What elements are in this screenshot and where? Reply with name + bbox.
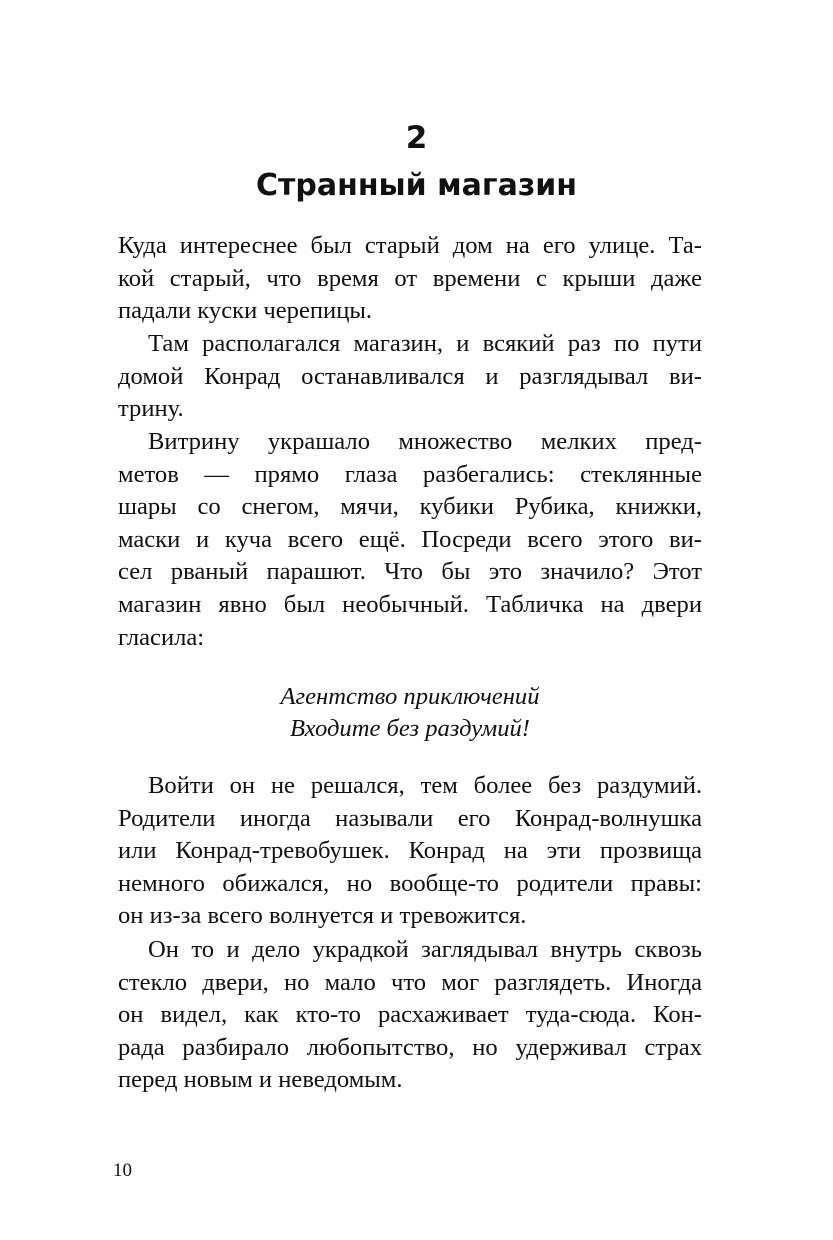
text-line: Он то и дело украдкой заглядывал внутрь сквозь [148, 936, 702, 963]
paragraph-2 [118, 328, 702, 426]
paragraph-4 [118, 770, 702, 933]
text-line: сел рваный парашют. Что бы это значило? Этот [118, 558, 702, 586]
text-line: шары со снегом, мячи, кубики Рубика, книжки, [118, 493, 702, 521]
text-line: стекло двери, но мало что мог разглядеть. Иногда [118, 968, 702, 996]
sign-line-2: Входите без раздумий! [290, 715, 530, 742]
chapter-title: Странный магазин [255, 168, 578, 203]
text-line: домой Конрад останавливался и разглядывал ви- [118, 362, 702, 390]
page-number: 10 [113, 1160, 132, 1181]
text-line: кой старый, что время от времени с крыши даже [118, 264, 702, 292]
text-line: Витрину украшало множество мелких пред- [148, 428, 702, 455]
paragraph-1 [118, 230, 702, 328]
text-line: он видел, как кто-то расхаживает туда-сюда. Кон- [118, 1001, 702, 1029]
text-line: Войти он не решался, тем более без раздумий. [148, 772, 702, 799]
chapter-number: 2 [405, 120, 428, 156]
text-line: трину. [118, 395, 184, 423]
text-line: немного обижался, но вообще-то родители правы: [118, 869, 702, 897]
paragraph-5 [118, 934, 702, 1097]
text-line: метов — прямо глаза разбегались: стеклянные [118, 460, 702, 488]
sign-line-1: Агентство приключений [280, 683, 540, 710]
text-line: или Конрад-тревобушек. Конрад на эти прозвища [118, 837, 702, 865]
text-line: магазин явно был необычный. Табличка на двери [118, 590, 702, 618]
text-line: гласила: [118, 623, 205, 651]
text-line: рада разбирало любопытство, но удерживал страх [118, 1033, 702, 1061]
text-line: перед новым и неведомым. [118, 1066, 403, 1094]
text-line: Там располагался магазин, и всякий раз по пути [148, 330, 702, 357]
paragraph-3 [118, 426, 702, 654]
text-line: Куда интереснее был старый дом на его улице. Та- [118, 232, 702, 259]
text-line: маски и куча всего ещё. Посреди всего этого ви- [118, 525, 702, 553]
text-line: Родители иногда называли его Конрад-волнушка [118, 804, 702, 832]
text-line: падали куски черепицы. [118, 297, 373, 325]
text-line: он из-за всего волнуется и тревожится. [118, 902, 527, 930]
